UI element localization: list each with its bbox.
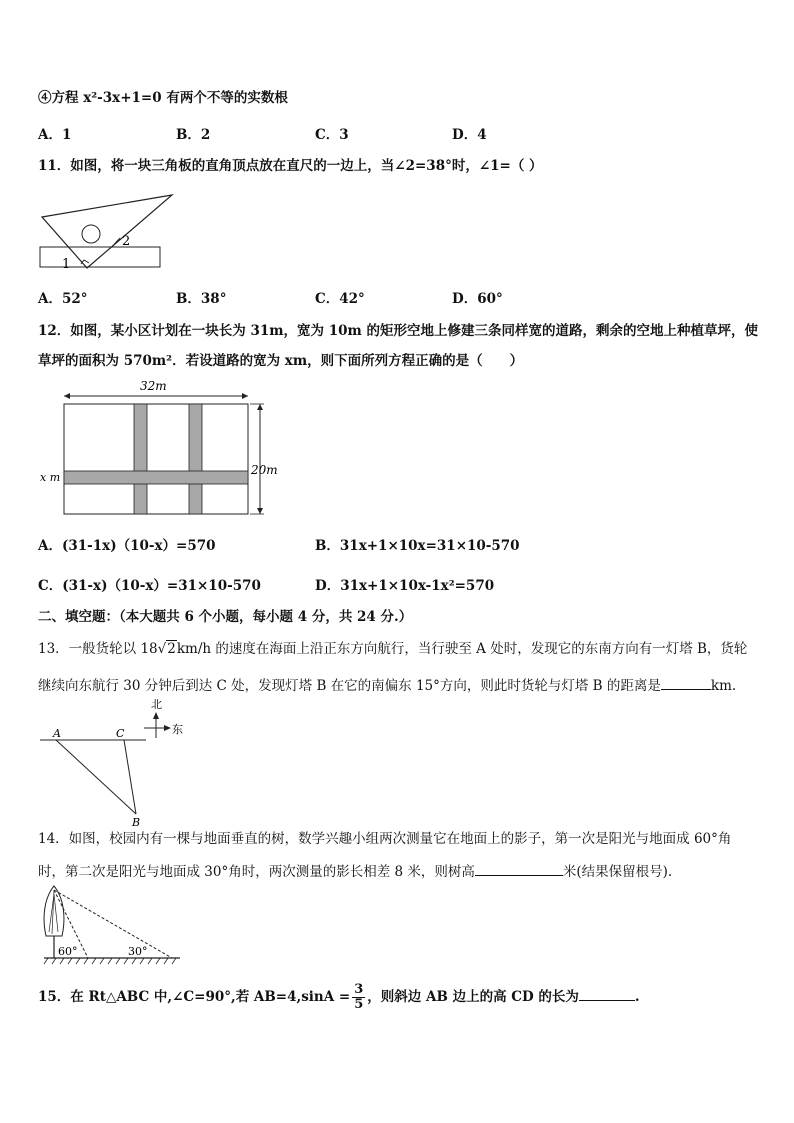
q11-option-a: A．52° [38,291,88,307]
segment-AB [56,740,136,814]
compass-arrow-n [153,712,159,719]
q12-option-d: D．31x+1×10x-1x²=570 [315,578,495,594]
q14-stem-line1: 14．如图，校园内有一棵与地面垂直的树，数学兴趣小组两次测量它在地面上的影子，第一次是阳光与地面成 60°角 [38,831,732,847]
angle2-arc [112,238,120,247]
road-horizontal [64,471,248,484]
q11-option-c: C．42° [315,291,365,307]
north-label: 北 [151,698,162,711]
q13-sqrt-value: 2 [167,641,176,657]
angle-30-label: 30° [128,945,148,958]
q11-figure [36,190,166,272]
q12-option-a: A．(31-1x)（10-x）=570 [38,538,216,554]
q11-option-d: D．60° [452,291,503,307]
frac-denominator: 5 [354,997,364,1012]
q10-option-c: C．3 [315,127,349,143]
q13-stem-line2 [38,676,736,695]
q11-stem: 11．如图，将一块三角板的直角顶点放在直尺的一边上，当∠2=38°时，∠1=（ ） [38,158,543,174]
segment-CB [124,740,136,814]
q14-answer-blank [475,862,563,876]
q10-option-a: A．1 [38,127,72,143]
fraction-3-5 [352,983,365,1012]
road-width-label: x m [40,471,61,484]
q12-option-b: B．31x+1×10x=31×10-570 [315,538,520,554]
width-label: 20m [251,463,278,477]
q13-stem-pre: 13．一般货轮以 18 [38,641,158,657]
q12-figure [36,376,286,521]
angle1-label: 1 [62,257,71,272]
q12-stem-line2: 草坪的面积为 570m²．若设道路的宽为 xm，则下面所列方程正确的是（ ） [38,353,524,369]
q15-stem-end: . [634,989,640,1005]
q12-stem-line1: 12．如图，某小区计划在一块长为 31m，宽为 10m 的矩形空地上修建三条同样宽的道路，剩余的空地上种植草坪，使 [38,323,759,339]
q13-answer-blank [661,676,711,690]
q13-stem-end: km. [710,678,737,694]
point-C: C [116,727,125,740]
angle2-label: 2 [122,234,131,249]
q14-stem-end: 米(结果保留根号). [562,864,673,880]
q15-stem [38,983,640,1012]
q14-stem-line2 [38,862,672,881]
section2-title: 二、填空题：（本大题共 6 个小题，每小题 4 分，共 24 分.） [38,609,413,625]
east-label: 东 [172,723,183,736]
q11-option-b: B．38° [176,291,227,307]
q15-stem-pre: 15．在 Rt△ABC 中,∠C=90°,若 AB=4,sinA = [38,989,351,1005]
q13-stem-text: 继续向东航行 30 分钟后到达 C 处，发现灯塔 B 在它的南偏东 15°方向，则此时货轮与灯塔 B 的距离是 [38,678,661,694]
q15-answer-blank [579,987,635,1001]
frac-numerator: 3 [354,982,364,997]
q13-stem-post: km/h 的速度在海面上沿正东方向航行，当行驶至 A 处时，发现它的东南方向有一灯塔 B，货轮 [176,641,748,657]
q13-stem-line1 [38,640,747,658]
q15-stem-post: ，则斜边 AB 边上的高 CD 的长为 [367,989,579,1005]
q14-stem-text: 时，第二次是阳光与地面成 30°角时，两次测量的影长相差 8 米，则树高 [38,864,475,880]
triangle-hole [82,225,100,243]
compass-arrow-e [164,725,171,731]
q14-figure [40,884,190,969]
road-vertical-1 [134,404,147,514]
sqrt-symbol: √2 [157,641,176,657]
ground-hatching [44,958,176,964]
q10-option-d: D．4 [452,127,487,143]
q10-option-b: B．2 [176,127,211,143]
road-vertical-2 [189,404,202,514]
length-label: 32m [140,379,167,393]
point-B: B [132,816,141,829]
q13-figure [36,696,196,829]
field-rect [64,404,248,514]
q10-item4: ④方程 x²-3x+1=0 有两个不等的实数根 [38,90,288,106]
q12-option-c: C．(31-x)（10-x）=31×10-570 [38,578,261,594]
angle-60-label: 60° [58,945,78,958]
point-A: A [53,727,61,740]
